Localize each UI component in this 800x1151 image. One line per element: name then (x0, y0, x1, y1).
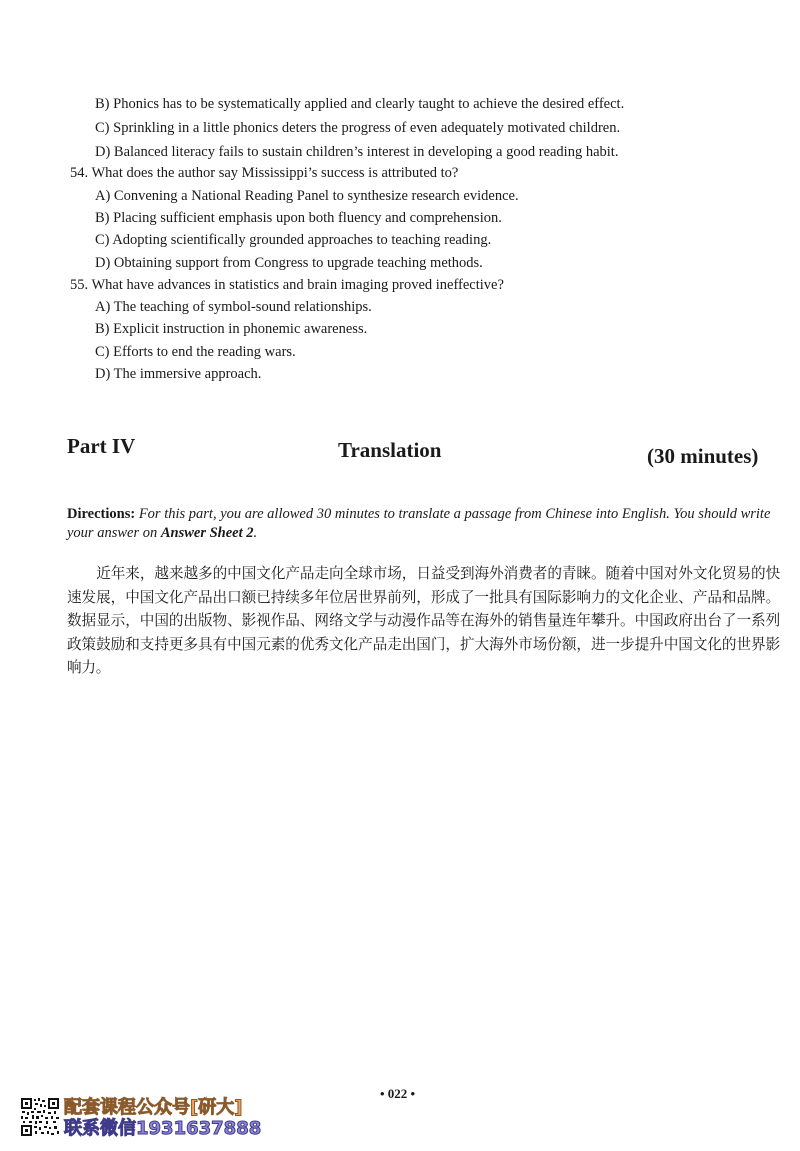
qr-code-icon (20, 1097, 60, 1137)
q54-option-c: C) Adopting scientifically grounded approaches to teaching reading. (95, 232, 492, 248)
q54-option-b: B) Placing sufficient emphasis upon both fluency and comprehension. (95, 210, 502, 226)
q55-option-c: C) Efforts to end the reading wars. (95, 344, 296, 360)
q55-option-a: A) The teaching of symbol-sound relationships. (95, 299, 372, 315)
q54-option-d: D) Obtaining support from Congress to upgrade teaching methods. (95, 255, 483, 271)
watermark-line-1: 配套课程公众号[研大] (64, 1097, 243, 1118)
directions (67, 505, 782, 543)
q55-option-b: B) Explicit instruction in phonemic awareness. (95, 321, 368, 337)
page-number: • 022 • (380, 1086, 416, 1101)
directions-text-main: For this part, you are allowed 30 minutes to translate a passage from Chinese into English. You should write your answer on (67, 506, 771, 541)
part-time: (30 minutes) (647, 444, 759, 468)
directions-text-end: . (253, 525, 258, 541)
watermark-line-2: 联系微信1931637888 (64, 1118, 262, 1139)
q54-option-a: A) Convening a National Reading Panel to synthesize research evidence. (95, 188, 519, 204)
q53-option-d: D) Balanced literacy fails to sustain children’s interest in developing a good reading habit. (95, 144, 619, 160)
q55-option-d: D) The immersive approach. (95, 366, 262, 382)
q55-question: 55. What have advances in statistics and brain imaging proved ineffective? (70, 277, 504, 293)
translation-passage: 近年来，越来越多的中国文化产品走向全球市场，日益受到海外消费者的青睐。随着中国对外文化贸易的快速发展，中国文化产品出口额已持续多年位居世界前列，形成了一批具有国际影响力的文化企业、产品和品牌。数据显示，中国的出版物、影视作品、网络文学与动漫作品等在海外的销售量连年攀升。中国政府出台了一系列政策鼓励和支持更多具有中国元素的优秀文化产品走出国门，扩大海外市场份额，进一步提升中国文化的世界影响力。 (67, 565, 780, 677)
directions-text (67, 506, 770, 541)
part-title: Translation (338, 438, 442, 462)
q53-option-b: B) Phonics has to be systematically applied and clearly taught to achieve the desired effect. (95, 96, 625, 112)
q53-option-c: C) Sprinkling in a little phonics deters the progress of even adequately motivated children. (95, 120, 621, 136)
answer-sheet-ref: Answer Sheet 2 (160, 525, 254, 541)
part-label: Part IV (67, 434, 136, 458)
q54-question: 54. What does the author say Mississippi’s success is attributed to? (70, 165, 459, 181)
directions-label: Directions: (67, 506, 136, 522)
